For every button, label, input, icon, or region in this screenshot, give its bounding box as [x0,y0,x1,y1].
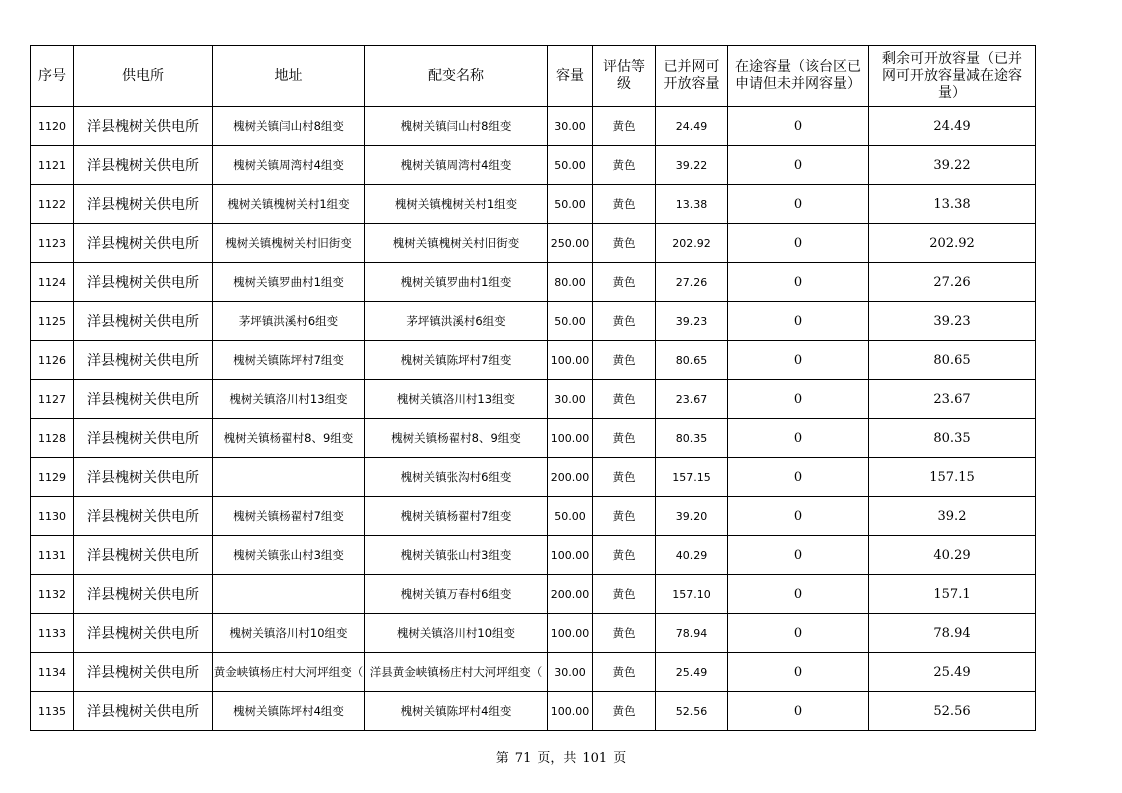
cell-remaining: 39.22 [869,146,1036,185]
cell-transformer: 槐树关镇槐树关村1组变 [365,185,548,224]
cell-remaining: 157.1 [869,575,1036,614]
cell-pending: 0 [728,302,869,341]
table-row [31,185,1036,224]
cell-open-capacity: 13.38 [656,185,728,224]
cell-unit: 洋县槐树关供电所 [74,614,213,653]
cell-no: 1130 [31,497,74,536]
cell-transformer: 槐树关镇陈坪村7组变 [365,341,548,380]
cell-pending: 0 [728,692,869,731]
cell-capacity: 50.00 [548,497,593,536]
capacity-table [30,45,1036,731]
cell-remaining: 52.56 [869,692,1036,731]
cell-unit: 洋县槐树关供电所 [74,341,213,380]
table-row [31,458,1036,497]
cell-grade: 黄色 [593,185,656,224]
cell-pending: 0 [728,497,869,536]
cell-unit: 洋县槐树关供电所 [74,224,213,263]
cell-transformer: 槐树关镇杨翟村8、9组变 [365,419,548,458]
header-transformer: 配变名称 [365,46,548,107]
table-row [31,263,1036,302]
cell-grade: 黄色 [593,263,656,302]
cell-grade: 黄色 [593,614,656,653]
cell-open-capacity: 157.10 [656,575,728,614]
cell-address [213,575,365,614]
cell-grade: 黄色 [593,536,656,575]
cell-pending: 0 [728,614,869,653]
cell-capacity: 100.00 [548,692,593,731]
cell-transformer: 槐树关镇周湾村4组变 [365,146,548,185]
cell-pending: 0 [728,458,869,497]
cell-transformer: 槐树关镇张山村3组变 [365,536,548,575]
cell-transformer: 槐树关镇万春村6组变 [365,575,548,614]
cell-transformer: 槐树关镇张沟村6组变 [365,458,548,497]
cell-pending: 0 [728,536,869,575]
footer-page-number: 71 [514,751,532,766]
table-row [31,107,1036,146]
cell-no: 1132 [31,575,74,614]
header-open-capacity: 已并网可开放容量 [656,46,728,107]
table-row [31,224,1036,263]
cell-transformer: 槐树关镇罗曲村1组变 [365,263,548,302]
cell-pending: 0 [728,575,869,614]
cell-address: 槐树关镇周湾村4组变 [213,146,365,185]
table-row [31,419,1036,458]
cell-pending: 0 [728,653,869,692]
cell-capacity: 250.00 [548,224,593,263]
cell-remaining: 23.67 [869,380,1036,419]
table-row [31,341,1036,380]
cell-capacity: 30.00 [548,653,593,692]
cell-remaining: 39.2 [869,497,1036,536]
cell-transformer: 洋县黄金峡镇杨庄村大河坪组变（ [365,653,548,692]
cell-capacity: 200.00 [548,458,593,497]
cell-grade: 黄色 [593,146,656,185]
cell-open-capacity: 52.56 [656,692,728,731]
cell-no: 1129 [31,458,74,497]
footer-prefix: 第 [495,751,509,766]
cell-transformer: 槐树关镇陈坪村4组变 [365,692,548,731]
cell-grade: 黄色 [593,224,656,263]
cell-no: 1122 [31,185,74,224]
cell-unit: 洋县槐树关供电所 [74,185,213,224]
cell-unit: 洋县槐树关供电所 [74,419,213,458]
cell-unit: 洋县槐树关供电所 [74,146,213,185]
cell-pending: 0 [728,341,869,380]
cell-no: 1125 [31,302,74,341]
cell-open-capacity: 80.65 [656,341,728,380]
cell-unit: 洋县槐树关供电所 [74,536,213,575]
cell-remaining: 39.23 [869,302,1036,341]
cell-address: 槐树关镇张山村3组变 [213,536,365,575]
cell-capacity: 100.00 [548,419,593,458]
cell-address: 槐树关镇杨翟村7组变 [213,497,365,536]
table-row [31,146,1036,185]
cell-no: 1131 [31,536,74,575]
cell-address: 黄金峡镇杨庄村大河坪组变（ [213,653,365,692]
cell-capacity: 50.00 [548,185,593,224]
cell-open-capacity: 39.20 [656,497,728,536]
cell-unit: 洋县槐树关供电所 [74,575,213,614]
cell-remaining: 24.49 [869,107,1036,146]
header-pending: 在途容量（该台区已申请但未并网容量） [728,46,869,107]
cell-grade: 黄色 [593,575,656,614]
cell-remaining: 40.29 [869,536,1036,575]
table-row [31,692,1036,731]
cell-open-capacity: 157.15 [656,458,728,497]
table-row [31,536,1036,575]
cell-capacity: 30.00 [548,380,593,419]
table-row [31,614,1036,653]
cell-address: 槐树关镇陈坪村7组变 [213,341,365,380]
table-body [31,107,1036,731]
cell-remaining: 25.49 [869,653,1036,692]
cell-grade: 黄色 [593,341,656,380]
cell-address: 槐树关镇杨翟村8、9组变 [213,419,365,458]
cell-grade: 黄色 [593,653,656,692]
cell-remaining: 78.94 [869,614,1036,653]
cell-address: 槐树关镇闫山村8组变 [213,107,365,146]
cell-remaining: 80.35 [869,419,1036,458]
table-row [31,497,1036,536]
cell-grade: 黄色 [593,380,656,419]
cell-open-capacity: 202.92 [656,224,728,263]
cell-open-capacity: 24.49 [656,107,728,146]
cell-capacity: 50.00 [548,302,593,341]
cell-open-capacity: 78.94 [656,614,728,653]
header-address: 地址 [213,46,365,107]
cell-no: 1120 [31,107,74,146]
cell-unit: 洋县槐树关供电所 [74,263,213,302]
cell-address: 茅坪镇洪溪村6组变 [213,302,365,341]
cell-grade: 黄色 [593,692,656,731]
cell-open-capacity: 39.22 [656,146,728,185]
cell-remaining: 27.26 [869,263,1036,302]
cell-unit: 洋县槐树关供电所 [74,653,213,692]
cell-capacity: 100.00 [548,341,593,380]
header-capacity: 容量 [548,46,593,107]
cell-address: 槐树关镇罗曲村1组变 [213,263,365,302]
cell-address: 槐树关镇陈坪村4组变 [213,692,365,731]
cell-open-capacity: 80.35 [656,419,728,458]
cell-transformer: 茅坪镇洪溪村6组变 [365,302,548,341]
cell-transformer: 槐树关镇杨翟村7组变 [365,497,548,536]
header-grade: 评估等级 [593,46,656,107]
cell-pending: 0 [728,263,869,302]
cell-no: 1133 [31,614,74,653]
cell-remaining: 157.15 [869,458,1036,497]
cell-capacity: 100.00 [548,614,593,653]
cell-no: 1123 [31,224,74,263]
cell-unit: 洋县槐树关供电所 [74,458,213,497]
cell-open-capacity: 25.49 [656,653,728,692]
footer-suffix: 页 [613,751,627,766]
cell-unit: 洋县槐树关供电所 [74,380,213,419]
header-no: 序号 [31,46,74,107]
cell-open-capacity: 23.67 [656,380,728,419]
cell-no: 1127 [31,380,74,419]
cell-transformer: 槐树关镇洛川村13组变 [365,380,548,419]
cell-unit: 洋县槐树关供电所 [74,692,213,731]
footer-middle: 页，共 [537,751,577,766]
cell-capacity: 100.00 [548,536,593,575]
table-row [31,653,1036,692]
cell-no: 1128 [31,419,74,458]
cell-capacity: 200.00 [548,575,593,614]
cell-transformer: 槐树关镇洛川村10组变 [365,614,548,653]
cell-no: 1126 [31,341,74,380]
cell-open-capacity: 40.29 [656,536,728,575]
header-unit: 供电所 [74,46,213,107]
cell-open-capacity: 39.23 [656,302,728,341]
cell-address [213,458,365,497]
cell-no: 1135 [31,692,74,731]
cell-grade: 黄色 [593,302,656,341]
cell-remaining: 13.38 [869,185,1036,224]
footer-total-pages: 101 [582,751,608,766]
cell-open-capacity: 27.26 [656,263,728,302]
table-row [31,380,1036,419]
cell-unit: 洋县槐树关供电所 [74,497,213,536]
cell-address: 槐树关镇槐树关村1组变 [213,185,365,224]
cell-pending: 0 [728,146,869,185]
cell-transformer: 槐树关镇槐树关村旧街变 [365,224,548,263]
cell-pending: 0 [728,185,869,224]
page-footer [0,747,1122,766]
cell-grade: 黄色 [593,497,656,536]
cell-grade: 黄色 [593,107,656,146]
cell-capacity: 30.00 [548,107,593,146]
table-row [31,302,1036,341]
cell-pending: 0 [728,224,869,263]
cell-capacity: 50.00 [548,146,593,185]
cell-pending: 0 [728,107,869,146]
cell-no: 1124 [31,263,74,302]
header-row [31,46,1036,107]
cell-pending: 0 [728,380,869,419]
cell-no: 1121 [31,146,74,185]
cell-pending: 0 [728,419,869,458]
cell-remaining: 80.65 [869,341,1036,380]
cell-transformer: 槐树关镇闫山村8组变 [365,107,548,146]
table-row [31,575,1036,614]
header-remaining: 剩余可开放容量（已并网可开放容量减在途容量） [869,46,1036,107]
cell-unit: 洋县槐树关供电所 [74,107,213,146]
cell-no: 1134 [31,653,74,692]
cell-address: 槐树关镇洛川村13组变 [213,380,365,419]
cell-grade: 黄色 [593,419,656,458]
cell-grade: 黄色 [593,458,656,497]
cell-address: 槐树关镇槐树关村旧街变 [213,224,365,263]
cell-unit: 洋县槐树关供电所 [74,302,213,341]
cell-address: 槐树关镇洛川村10组变 [213,614,365,653]
cell-remaining: 202.92 [869,224,1036,263]
cell-capacity: 80.00 [548,263,593,302]
